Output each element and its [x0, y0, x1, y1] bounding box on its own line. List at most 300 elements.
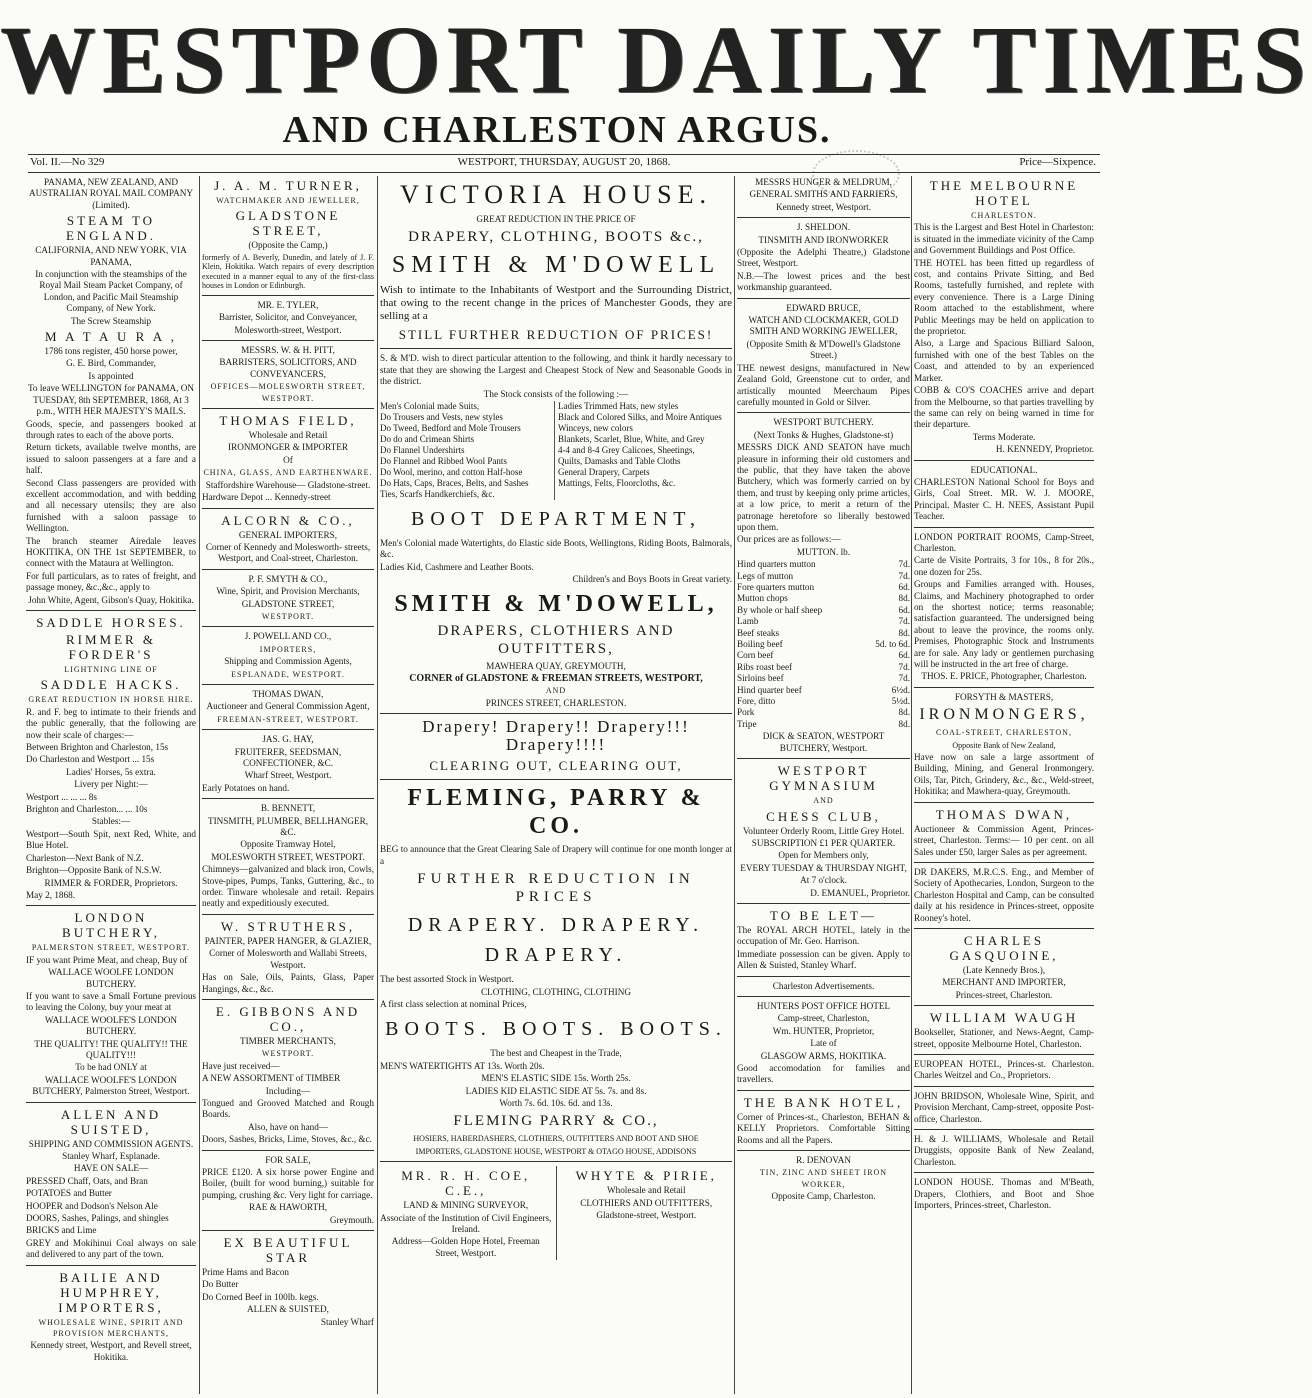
bottom-ads [380, 1166, 732, 1260]
ad-text: CHINA, GLASS, AND EARTHENWARE. [203, 468, 373, 478]
ad-heading: ALCORN & CO., [221, 512, 355, 528]
ad-heading: FOR SALE, [265, 1154, 311, 1165]
ad-text: Late of [810, 1038, 837, 1049]
ad-text: (Opposite Smith & M'Dowell's Gladstone Street.) [746, 338, 901, 361]
stock-item: Do Flannel and Ribbed Wool Pants [380, 456, 507, 467]
ad-text: PALMERSTON STREET, WESTPORT. [31, 943, 191, 953]
divider [737, 1090, 910, 1091]
ad-text: GENERAL IMPORTERS, [238, 529, 338, 540]
ad-text: The branch steamer Airedale leaves HOKITIKA, ON THE 1st SEPTEMBER, to connect with the Mataura at Wellington. [26, 535, 196, 569]
ad-text: LADIES KID ELASTIC SIDE AT 5s. 7s. and 8s. [465, 1085, 647, 1096]
ad-text: H. KENNEDY, Proprietor. [995, 444, 1094, 455]
ad-text: GREAT REDUCTION IN HORSE HIRE. [28, 695, 194, 705]
ad-text: The best and Cheapest in the Trade, [490, 1048, 622, 1059]
ad-text: At 7 o'clock. [800, 875, 847, 886]
ad-text: MUTTON. lb. [796, 546, 851, 557]
ad-heading: TO BE LET— [769, 907, 878, 923]
ad-heading: FURTHER REDUCTION IN PRICES [417, 871, 695, 906]
divider [380, 779, 732, 780]
ad-text: IF you want Prime Meat, and cheap, Buy of [26, 954, 188, 965]
ad-text: HOSIERS, HABERDASHERS, CLOTHIERS, OUTFITTERS AND BOOT AND SHOE [413, 1134, 699, 1144]
ad-text: Opposite Tramway Hotel, [240, 839, 336, 850]
price-item: Lamb [737, 616, 759, 627]
ad-text: AND [545, 686, 567, 696]
ad-heading: MR. R. H. COE, C.E., [401, 1168, 531, 1199]
column-5 [914, 176, 1094, 1394]
ad-heading: WESTPORT GYMNASIUM [769, 763, 878, 794]
ad-text: MERCHANT AND IMPORTER, [942, 977, 1066, 988]
ad-text: Doors, Sashes, Bricks, Lime, Stoves, &c., &c. [202, 1134, 372, 1145]
price-value: 5d. to 6d. [875, 639, 910, 650]
ad-text: PRICE £120. A six horse power Engine and Boiler, (built for wood burning,) suitable for pumping, crushing &c. Very light for carriage. [202, 1166, 374, 1200]
ad-text: ALLEN & SUISTED, [247, 1304, 329, 1315]
ad-text: PANAMA, NEW ZEALAND, AND AUSTRALIAN ROYAL MAIL COMPANY (Limited). [28, 177, 194, 210]
ad-text: Opposite Bank of New Zealand, [952, 740, 1056, 750]
stock-item: Blankets, Scarlet, Blue, White, and Grey [558, 434, 705, 445]
column-rule [199, 176, 200, 1394]
ad-text: Wish to intimate to the Inhabitants of Westport and the Surrounding District, that owing to the recent change in the prices of Manchester Goods, they are selling at a [380, 284, 732, 323]
divider [914, 460, 1094, 461]
ad-text: Good accomodation for families and travellers. [737, 1063, 910, 1085]
ad-text: CHARLESTON. [971, 211, 1037, 220]
divider [26, 905, 196, 906]
ad-text: CLOTHIERS AND OUTFITTERS, [580, 1197, 713, 1208]
divider [914, 687, 1094, 688]
ad-text: HAVE ON SALE— [73, 1163, 149, 1174]
ad-text: SUBSCRIPTION £1 PER QUARTER. [751, 837, 896, 848]
price-row [737, 707, 910, 718]
price-item: Boiling beef [737, 639, 783, 650]
ad-heading: EDWARD BRUCE, [786, 302, 861, 313]
ad-text: This is the Largest and Best Hotel in Charleston: is situated in the immediate vicinity of the Camp and Government Buildings and Post Office. [914, 222, 1094, 256]
ad-text: GREY and Mokihinui Coal always on sale and delivered to any part of the town. [26, 1237, 196, 1260]
ad-text: Groups and Families arranged with. Houses, Claims, and Machinery photographed to order on the shortest notice; terms reasonable; satisfaction guaranteed. The undersigned being about to leave the province, the rooms only. Premises, Photographic Stock and Instruments are for sale. Any lady or gentlemen purchasing will be instructed in the art free of charge. [914, 579, 1094, 670]
ad-text: Is appointed [88, 370, 134, 381]
ad-heading: E. GIBBONS AND CO., [215, 1003, 361, 1034]
ad-heading: LONDON BUTCHERY, [62, 910, 160, 941]
ad-text: Ladies Kid, Cashmere and Leather Boots. [380, 561, 534, 572]
divider [202, 626, 374, 627]
price-row [737, 719, 910, 730]
ad-text: IMPORTERS, GLADSTONE HOUSE, WESTPORT & OTAGO HOUSE, ADDISONS [415, 1146, 697, 1156]
stock-list [380, 401, 732, 500]
price-value: 7d. [898, 616, 910, 627]
price-item: Ribs roast beef [737, 661, 793, 672]
ad-text: BEG to announce that the Great Clearing Sale of Drapery will continue for one month longer at a [380, 844, 732, 866]
ad-text: Terms Moderate. [972, 431, 1036, 442]
ad-text: Our prices are as follows:— [737, 534, 841, 545]
ad-text: (Opposite the Adelphi Theatre,) Gladstone Street, Westport. [737, 247, 910, 269]
ad-text: A first class selection at nominal Prices, [380, 998, 527, 1009]
ad-heading: GLADSTONE STREET, [235, 208, 341, 239]
ad-text: Greymouth. [329, 1214, 374, 1225]
ad-text: Immediate possession can be given. Apply to Allen & Suisted, Stanley Wharf. [737, 948, 910, 971]
ad-heading: BAILIE AND HUMPHREY, IMPORTERS, [58, 1269, 164, 1315]
ad-text: Also, a Large and Spacious Billiard Saloon, furnished with one of the best Tables on the Coast, and attended to by an experienced Marker. [914, 338, 1094, 383]
ad-heading: FLEMING PARRY & CO., [453, 1113, 659, 1130]
stock-item: Do Hats, Caps, Braces, Belts, and Sashes [380, 478, 529, 489]
ad-text: Westport ... ... ... 8s [26, 791, 97, 802]
ad-text: TIN, ZINC AND SHEET IRON WORKER, [759, 1168, 888, 1189]
ad-text: John White, Agent, Gibson's Quay, Hokitika. [28, 594, 194, 605]
ad-text: Wholesale and Retail [606, 1185, 686, 1196]
ad-heading: MESSRS HUNGER & MELDRUM, [755, 177, 892, 187]
ad-text: DR DAKERS, M.R.C.S. Eng., and Member of Society of Apothecaries, London, Surgeon to the Charleston Hospital and Camp, can be consulted daily at his residence in Princes-street, opposite Rooney's hotel. [914, 866, 1094, 923]
price-value: 8d. [898, 627, 910, 638]
ad-heading: THE BANK HOTEL, [743, 1094, 904, 1110]
ad-text: GLADSTONE STREET, [241, 598, 335, 609]
ad-text: IRONMONGER & IMPORTER [228, 442, 348, 453]
ad-text: The Screw Steamship [70, 315, 152, 326]
ad-heading: DRAPERY, CLOTHING, BOOTS &c., [408, 229, 704, 246]
ad-text: H. & J. WILLIAMS, Wholesale and Retail Druggists, opposite Bank of New Zealand, Charleston. [914, 1134, 1094, 1167]
column-rule [911, 176, 912, 1394]
ad-text: The best assorted Stock in Westport. [380, 974, 514, 985]
ad-text: Brighton and Charleston... ... 10s [26, 804, 148, 815]
ad-headline: SMITH & M'DOWELL [391, 252, 721, 279]
divider [202, 914, 374, 915]
ad-heading: CHESS CLUB, [766, 808, 881, 824]
ad-heading: WILLIAM WAUGH [929, 1010, 1079, 1026]
ad-headline: BOOT DEPARTMENT, [410, 508, 701, 531]
ad-text: ESPLANADE, WESTPORT. [231, 669, 345, 679]
ad-text: Have just received— [202, 1060, 280, 1071]
ad-heading: FORSYTH & MASTERS, [954, 691, 1054, 702]
divider [914, 802, 1094, 803]
divider [202, 798, 374, 799]
ad-text: Has on Sale, Oils, Paints, Glass, Paper Hangings, &c., &c. [202, 972, 374, 994]
price-item: Mutton chops [737, 593, 788, 604]
stock-item: Winceys, new colors [558, 423, 633, 434]
ad-text: WALLACE WOOLFE LONDON BUTCHERY. [48, 967, 174, 989]
price-value: 6d. [898, 582, 910, 592]
price-item: Pork [737, 707, 755, 718]
stock-list-mens [380, 401, 554, 500]
column-1 [26, 176, 196, 1394]
ad-text: PRESSED Chaff, Oats, and Bran [26, 1175, 148, 1186]
divider [914, 1054, 1094, 1055]
ad-text: CHARLESTON National School for Boys and Girls, Coal Street. MR. W. J. MOORE, Principal. Master C. H. NEES, Assistant Pupil Teacher. [914, 476, 1094, 522]
ad-text: AND [813, 796, 834, 806]
ad-text: WATCH AND CLOCKMAKER, GOLD SMITH AND WORKING JEWELLER, [748, 315, 899, 337]
price-item: Hind quarters mutton [737, 559, 816, 570]
stock-item: Do do and Crimean Shirts [380, 434, 474, 445]
ad-text: PRINCES STREET, CHARLESTON. [485, 697, 627, 708]
stock-item: Men's Colonial made Suits, [380, 401, 480, 412]
price-row [737, 685, 910, 696]
ad-text: Do Corned Beef in 100lb. kegs. [202, 1291, 319, 1302]
divider [202, 999, 374, 1000]
ad-text: HOOPER and Dodson's Nelson Ale [26, 1200, 158, 1211]
volume-number: Vol. II.—No 329 [30, 156, 105, 168]
price-item: Sirloins beef [737, 673, 784, 684]
ad-text: (Next Tonks & Hughes, Gladstone-st) [753, 429, 894, 440]
ad-text: EUROPEAN HOTEL, Princes-st. Charleston. Charles Weitzel and Co., Proprietors. [914, 1058, 1094, 1081]
ad-text: RAE & HAWORTH, [248, 1202, 328, 1213]
ad-text: OFFICES—MOLESWORTH STREET, WESTPORT. [210, 382, 366, 403]
ad-text: JOHN BRIDSON, Wholesale Wine, Spirit, and Provision Merchant, Camp-street, opposite Post-office, Charleston. [914, 1090, 1094, 1124]
ad-heading: STILL FURTHER REDUCTION OF PRICES! [398, 327, 714, 343]
price-row [737, 650, 910, 661]
divider [26, 1265, 196, 1266]
price-item: Fore quarters mutton [737, 582, 815, 592]
ad-text: Staffordshire Warehouse— Gladstone-street. [205, 479, 371, 490]
ad-text: Second Class passengers are provided with excellent accommodation, and with bedding and all necessary utensils; they are also furnished with a saloon passage to Wellington. [26, 477, 196, 534]
ad-headline: SMITH & M'DOWELL, [394, 590, 718, 617]
ad-text: BRICKS and Lime [26, 1225, 97, 1236]
divider [202, 1230, 374, 1231]
divider [380, 713, 732, 714]
stock-item: Do Tweed, Bedford and Mole Trousers [380, 423, 521, 434]
ad-heading: EX BEAUTIFUL STAR [223, 1235, 353, 1265]
divider [202, 1150, 374, 1151]
divider [914, 928, 1094, 929]
divider [914, 862, 1094, 863]
divider [380, 1161, 732, 1162]
price-row [737, 616, 910, 627]
ad-text: Wm. HUNTER, Proprietor, [772, 1025, 875, 1036]
ad-text: EVERY TUESDAY & THURSDAY NIGHT, [740, 862, 907, 873]
price-item: Legs of mutton [737, 570, 794, 581]
column-rule [734, 176, 735, 1394]
ad-text: Princes-street, Charleston. [955, 989, 1053, 1000]
ad-headline: VICTORIA HOUSE. [400, 180, 712, 209]
price-value: 8d. [898, 593, 910, 604]
ad-text: Volunteer Orderly Room, Little Grey Hotel. [742, 825, 905, 836]
ad-text: THE QUALITY! THE QUALITY!! THE QUALITY!!! [34, 1038, 188, 1060]
stock-item: 4-4 and 8-4 Grey Calicoes, Sheetings, [558, 445, 695, 456]
ad-heading: WHYTE & PIRIE, [575, 1168, 717, 1184]
ad-text: Camp-street, Charleston, [777, 1013, 870, 1024]
ad-text: Charleston—Next Bank of N.Z. [26, 852, 144, 863]
ad-text: IMPORTERS, [259, 644, 317, 654]
divider [737, 1150, 910, 1151]
issue-date: WESTPORT, THURSDAY, AUGUST 20, 1868. [457, 156, 671, 168]
column-2 [202, 176, 374, 1394]
price-row [737, 571, 910, 582]
ad-text: Bookseller, Stationer, and News-Aegnt, Camp-street, opposite Melbourne Hotel, Charleston. [914, 1027, 1094, 1049]
ad-text: Auctioneer and General Commission Agent, [206, 701, 370, 712]
section-heading: EDUCATIONAL. [970, 464, 1038, 475]
ad-heading: HUNTERS POST OFFICE HOTEL [756, 1000, 891, 1011]
ad-headline: BOOTS. BOOTS. BOOTS. [385, 1018, 727, 1041]
ad-text: N.B.—The lowest prices and the best workmanship guaranteed. [737, 270, 910, 293]
coe-ad [380, 1166, 557, 1260]
ad-text: GREAT REDUCTION IN THE PRICE OF [476, 214, 636, 224]
masthead-subtitle: AND CHARLESTON ARGUS. [282, 109, 832, 151]
price-value: 5½d. [891, 696, 910, 707]
ad-text: GENERAL SMITHS AND FARRIERS, [749, 189, 898, 200]
ad-heading: J. A. M. TURNER, [214, 178, 362, 193]
stock-item: Ties, Scarfs Handkerchiefs, &c. [380, 489, 495, 500]
ad-text: For full particulars, as to rates of freight, and passage money, &c.,&c., apply to [26, 570, 196, 593]
divider [202, 569, 374, 570]
ad-text: Including— [265, 1085, 311, 1096]
ad-text: Also, have on hand— [247, 1121, 329, 1132]
ad-text: Auctioneer & Commission Agent, Princes-street, Charleston. Terms:— 10 per cent. on all Sales under £50, larger Sales as per agreement. [914, 823, 1094, 857]
ad-text: Address—Golden Hope Hotel, Freeman Street, Westport. [391, 1236, 540, 1258]
ad-text: If you want to save a Small Fortune previous to leaving the Colony, buy your meat at [26, 990, 196, 1013]
price-row [737, 673, 910, 684]
ad-text: GLASGOW ARMS, HOKITIKA. [760, 1050, 887, 1061]
stock-item: Do Flannel Undershirts [380, 445, 465, 456]
price-row [737, 639, 910, 650]
price-row [737, 593, 910, 604]
ad-text: TINSMITH AND IRONWORKER [758, 234, 889, 245]
ad-text: Corner of Molesworth and Wallabi Streets, Westport. [209, 948, 367, 970]
ad-text: Wholesale and Retail [248, 430, 328, 441]
ad-heading: THOMAS DWAN, [935, 806, 1073, 822]
divider [202, 508, 374, 509]
ad-text: MOLESWORTH STREET, WESTPORT. [211, 851, 365, 862]
ad-heading: M A T A U R A , [45, 329, 177, 345]
ad-headline: FLEMING, PARRY & CO. [407, 785, 705, 840]
ad-text: To leave WELLINGTON for PANAMA, ON TUESDAY, 8th SEPTEMBER, 1868, At 3 p.m., WITH HER MAJESTY'S MAILS. [27, 383, 195, 417]
ad-heading: W. STRUTHERS, [220, 918, 356, 934]
ad-text: Livery per Night:— [74, 779, 148, 790]
ad-text: DOORS, Sashes, Palings, and shingles [26, 1213, 169, 1224]
ad-text: Molesworth-street, Westport. [234, 324, 342, 335]
price-row [737, 605, 910, 616]
ad-heading: DRAPERS, CLOTHIERS AND OUTFITTERS, [437, 622, 675, 657]
divider [914, 1005, 1094, 1006]
ad-text: COBB & CO'S COACHES arrive and depart from the Melbourne, so that parties travelling by the same can rely on being warned in time for their departure. [914, 385, 1094, 430]
ad-text: WESTPORT. [261, 611, 315, 621]
ad-text: Corner of Kennedy and Molesworth- streets, Westport, and Coal-street, Charleston. [205, 541, 371, 564]
divider [737, 903, 910, 904]
price-value: 7d. [898, 570, 910, 581]
divider [737, 412, 910, 413]
price-value: 7d. [898, 559, 910, 570]
price-value: 6d. [898, 650, 910, 661]
divider [202, 340, 374, 341]
ad-heading: P. F. SMYTH & CO., [248, 573, 328, 584]
section-heading: Charleston Advertisements. [772, 980, 875, 991]
ad-text: WALLACE WOOLFE'S LONDON BUTCHERY, Palmerston Street, Westport. [32, 1074, 190, 1097]
stock-item: General Drapery, Carpets [558, 467, 650, 478]
ad-text: MEN'S ELASTIC SIDE 15s. Worth 25s. [481, 1073, 631, 1084]
price-row [737, 582, 910, 593]
stock-item: Black and Colored Silks, and Moire Antiques [558, 412, 722, 423]
ad-text: WATCHMAKER AND JEWELLER, [216, 196, 360, 205]
divider [737, 217, 910, 218]
stock-list-ladies [554, 401, 732, 500]
ad-text: POTATOES and Butter [26, 1188, 112, 1199]
ad-text: DICK & SEATON, WESTPORT BUTCHERY, Westport. [762, 731, 885, 753]
ad-text: Have now on sale a large assortment of Building, Mining, and General Ironmongery. Oils, Tar, Pitch, Grindery, &c., &c., Weld-street, Hokitika; and Mawhera-quay, Greymouth. [914, 752, 1094, 797]
ad-text: MESSRS DICK AND SEATON have much pleasure in informing their old customers and the public, that they have taken the above Butchery, which was formerly carried on by them, and trust by keeping only prime articles, at a low price, to merit a return of the patronage heretofore so liberally bestowed upon them. [737, 442, 910, 532]
ad-text: A NEW ASSORTMENT of TIMBER [202, 1073, 341, 1084]
price-row [737, 559, 910, 570]
ad-heading: LONDON PORTRAIT ROOMS, Camp-Street, Charleston. [914, 531, 1094, 553]
ad-text: Wharf Street, Westport. [244, 770, 332, 781]
price-item: Fore, ditto [737, 696, 776, 707]
price-row [737, 662, 910, 673]
ad-text: Men's Colonial made Watertights, do Elastic side Boots, Wellingtons, Riding Boots, Balmorals, &c. [380, 538, 732, 560]
column-3 [380, 176, 732, 1394]
ad-text: THOS. E. PRICE, Photographer, Charleston. [921, 671, 1087, 682]
ad-text: Barrister, Solicitor, and Conveyancer, [218, 312, 358, 323]
price-item: Beef steaks [737, 627, 780, 638]
divider [202, 684, 374, 685]
divider [202, 729, 374, 730]
ad-text: Gladstone-street, Westport. [596, 1209, 697, 1220]
price-value: 6d. [898, 604, 910, 615]
ad-text: Early Potatoes on hand. [202, 782, 290, 793]
ad-text: Stanley Wharf [320, 1316, 374, 1327]
ad-heading: SADDLE HACKS. [40, 677, 182, 693]
ad-text: Hardware Depot ... Kennedy-street [202, 492, 331, 503]
ad-heading: MR. E. TYLER, [257, 299, 319, 310]
ad-text: Wine, Spirit, and Provision Merchants, [216, 586, 360, 597]
ad-text: Kennedy street, Westport. [775, 201, 872, 212]
ad-heading: THOMAS FIELD, [219, 413, 357, 429]
column-4 [737, 176, 910, 1394]
ad-heading: THE MELBOURNE HOTEL [929, 178, 1079, 208]
divider [914, 1129, 1094, 1130]
divider [914, 527, 1094, 528]
ad-text: COAL-STREET, CHARLESTON, [936, 728, 1072, 738]
ad-text: Do Butter [202, 1279, 239, 1290]
ad-text: Do Charleston and Westport ... 15s [26, 754, 155, 765]
ad-text: To be had ONLY at [75, 1062, 147, 1073]
ad-text: TINSMITH, PLUMBER, BELLHANGER, &C. [207, 815, 368, 838]
ad-text: Stables:— [91, 816, 131, 827]
ad-heading: RIMMER & FORDER'S [65, 632, 157, 662]
ad-text: FREEMAN-STREET, WESTPORT. [217, 714, 359, 724]
ad-text: D. EMANUEL, Proprietor. [810, 887, 910, 898]
ad-text: Goods, specie, and passengers booked at through rates to each of the above ports. [26, 418, 196, 440]
ad-text: LAND & MINING SURVEYOR, [403, 1200, 529, 1211]
ad-heading: CHARLES GASQUOINE, [949, 932, 1059, 963]
ad-text: Associate of the Institution of Civil Engineers, Ireland. [380, 1212, 552, 1234]
divider [26, 1102, 196, 1103]
divider [737, 976, 910, 977]
ad-text: THE HOTEL has been fitted up regardless of cost, and contains Private Sitting, and Bed Rooms, tastefully furnished, and replete with every convenience. There is a Large Dining Room attached to the establishment, where Public Meetings may be held on application to the proprietor. [914, 257, 1094, 337]
ad-heading: R. DENOVAN [796, 1155, 851, 1166]
ad-text: THE newest designs, manufactured in New Zealand Gold, Greenstone cut to order, and artistically mounted Meerchaum Pipes carefully mounted in Gold or Silver. [737, 362, 910, 407]
price-item: Corn beef [737, 650, 774, 661]
ad-text: BARRISTERS, SOLICITORS, AND CONVEYANCERS, [219, 357, 357, 379]
ad-headline: DRAPERY. DRAPERY. DRAPERY. [407, 914, 705, 967]
divider [737, 298, 910, 299]
ad-heading: Drapery! Drapery!! Drapery!!! Drapery!!!! [422, 717, 690, 755]
price-item: Tripe [737, 718, 757, 729]
ad-heading: B. BENNETT, [260, 803, 316, 814]
ad-heading: WESTPORT BUTCHERY. [773, 417, 874, 428]
ad-text: WESTPORT. [261, 1049, 315, 1059]
stock-item: Mattings, Felts, Floorcloths, &c. [558, 478, 676, 489]
price-value: 8d. [898, 707, 910, 718]
ad-text: (Late Kennedy Bros.), [962, 964, 1046, 975]
ad-text: Open for Members only, [778, 850, 869, 861]
divider [914, 1086, 1094, 1087]
ad-text: CORNER of GLADSTONE & FREEMAN STREETS, WESTPORT, [409, 673, 703, 685]
price-row [737, 628, 910, 639]
ad-heading: SADDLE HORSES. [36, 615, 186, 630]
ad-heading: CLEARING OUT, CLEARING OUT, [429, 758, 683, 774]
ad-text: FRUITERER, SEEDSMAN, CONFECTIONER, &C. [234, 746, 342, 768]
ad-text: MAWHERA QUAY, GREYMOUTH, [486, 660, 626, 671]
ad-text: Prime Hams and Bacon [202, 1267, 290, 1277]
ad-heading: THOMAS DWAN, [252, 688, 324, 699]
ad-text: Shipping and Commission Agents, [224, 656, 352, 667]
ad-text: CLOTHING, CLOTHING, CLOTHING [480, 986, 632, 997]
stock-item: Do Trousers and Vests, new styles [380, 412, 503, 423]
stock-item: Quilts, Damasks and Table Cloths [558, 456, 681, 467]
ad-text: In conjunction with the steamships of the Royal Mail Steam Packet Company, of London, and Pacific Mail Steamship Company, of New York. [35, 269, 187, 314]
divider [737, 996, 910, 997]
